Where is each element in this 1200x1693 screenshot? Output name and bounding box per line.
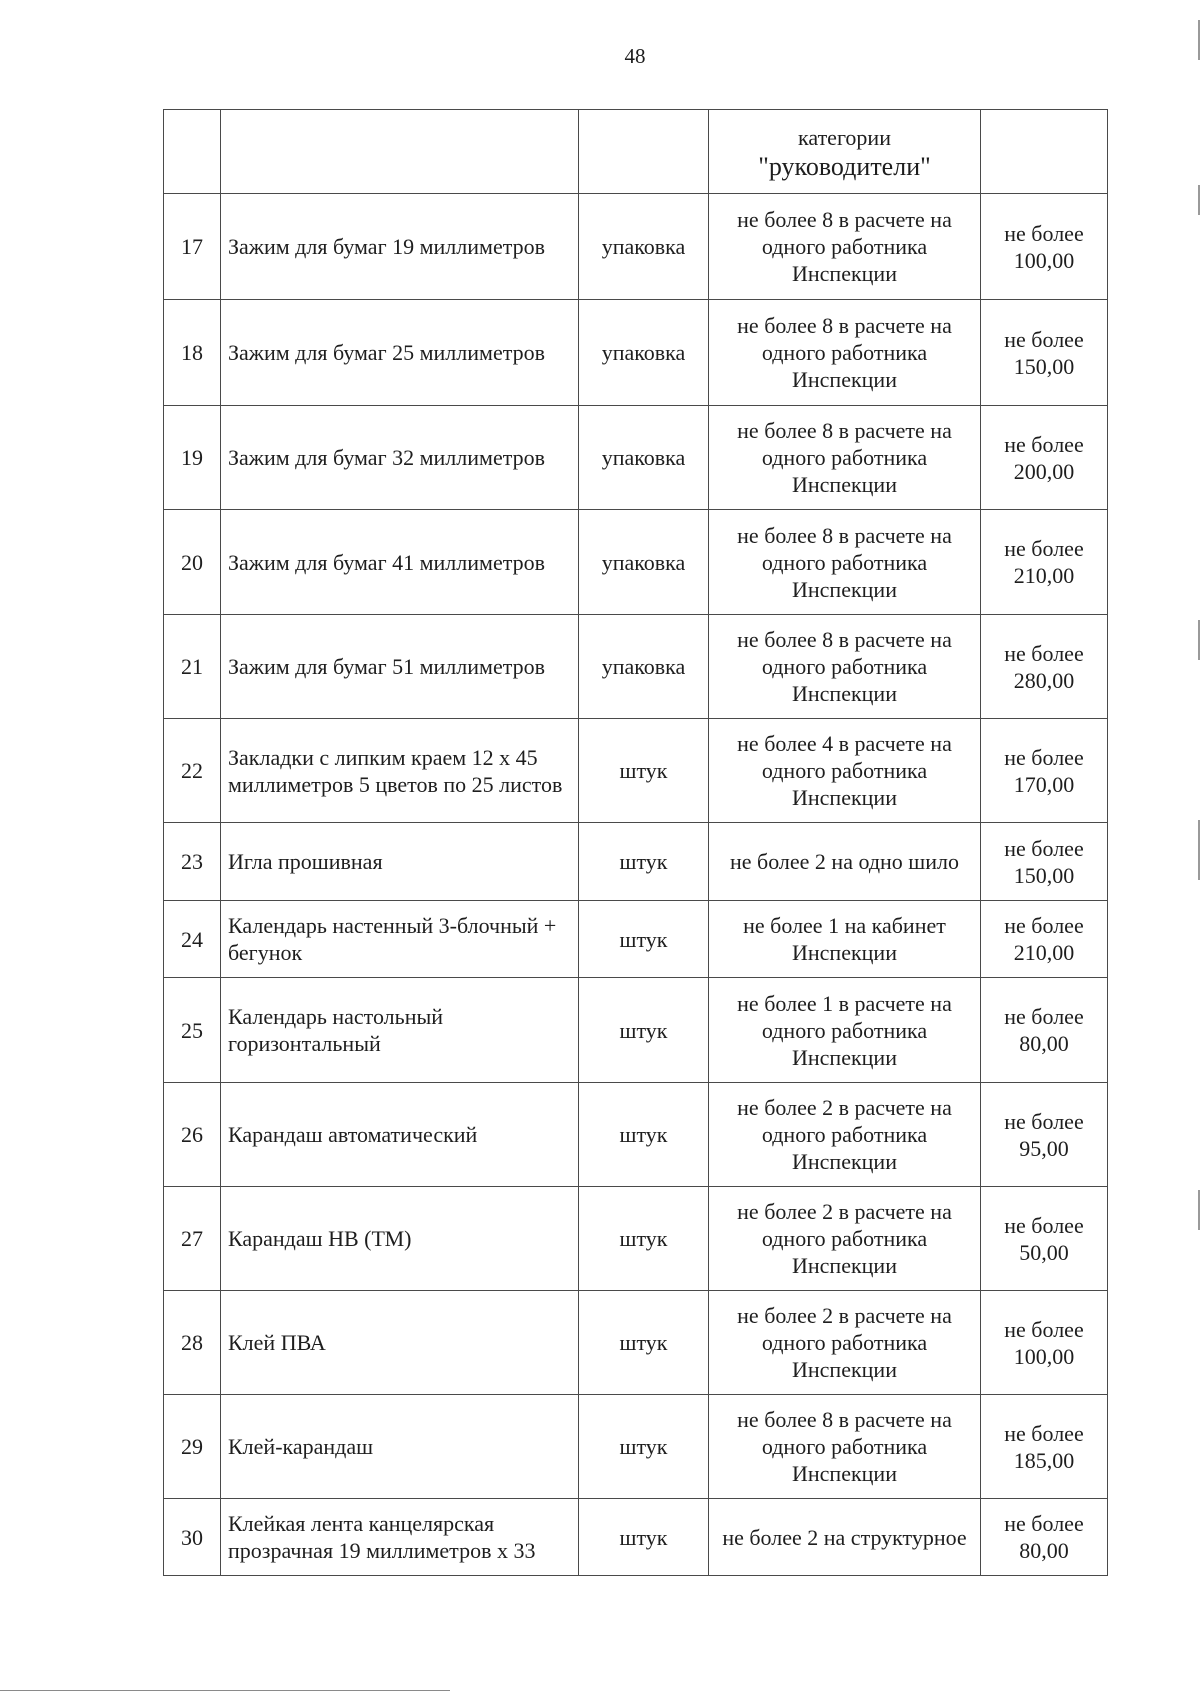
price-cell: не более 100,00 xyxy=(981,194,1108,300)
norm-cell: не более 2 на структурное xyxy=(709,1499,981,1576)
unit-cell: штук xyxy=(579,978,709,1083)
item-name-cell: Зажим для бумаг 51 миллиметров xyxy=(221,615,579,719)
price-cell: не более 200,00 xyxy=(981,406,1108,510)
item-name-cell: Зажим для бумаг 41 миллиметров xyxy=(221,510,579,615)
supplies-table xyxy=(163,109,1108,1576)
row-num-cell: 19 xyxy=(164,406,221,510)
item-name-cell: Календарь настенный 3-блочный + бегунок xyxy=(221,901,579,978)
item-name-cell: Зажим для бумаг 32 миллиметров xyxy=(221,406,579,510)
row-num-cell: 18 xyxy=(164,300,221,406)
price-cell: не более 185,00 xyxy=(981,1395,1108,1499)
header-cell-name xyxy=(221,110,579,194)
row-num-cell: 23 xyxy=(164,823,221,901)
table-row xyxy=(164,719,1108,823)
table-row xyxy=(164,1499,1108,1576)
norm-cell: не более 2 в расчете на одного работника Инспекции xyxy=(709,1187,981,1291)
norm-cell: не более 8 в расчете на одного работника Инспекции xyxy=(709,510,981,615)
row-num-cell: 30 xyxy=(164,1499,221,1576)
item-name-cell: Календарь настольный горизонтальный xyxy=(221,978,579,1083)
header-norm-line1: категории xyxy=(798,124,891,150)
row-num-cell: 28 xyxy=(164,1291,221,1395)
table-row xyxy=(164,510,1108,615)
header-cell-norm xyxy=(709,110,981,194)
table-row xyxy=(164,1395,1108,1499)
item-name-cell: Клейкая лента канцелярская прозрачная 19 миллиметров х 33 xyxy=(221,1499,579,1576)
table-row xyxy=(164,1187,1108,1291)
norm-cell: не более 8 в расчете на одного работника Инспекции xyxy=(709,1395,981,1499)
unit-cell: упаковка xyxy=(579,300,709,406)
unit-cell: упаковка xyxy=(579,510,709,615)
table-row xyxy=(164,194,1108,300)
price-cell: не более 170,00 xyxy=(981,719,1108,823)
price-cell: не более 210,00 xyxy=(981,510,1108,615)
norm-cell: не более 1 на кабинет Инспекции xyxy=(709,901,981,978)
unit-cell: штук xyxy=(579,823,709,901)
unit-cell: штук xyxy=(579,901,709,978)
row-num-cell: 26 xyxy=(164,1083,221,1187)
page-number: 48 xyxy=(624,44,646,68)
norm-cell: не более 2 в расчете на одного работника Инспекции xyxy=(709,1083,981,1187)
row-num-cell: 20 xyxy=(164,510,221,615)
row-num-cell: 17 xyxy=(164,194,221,300)
item-name-cell: Карандаш НВ (ТМ) xyxy=(221,1187,579,1291)
unit-cell: штук xyxy=(579,1083,709,1187)
table-body xyxy=(164,110,1108,1576)
header-cell-num xyxy=(164,110,221,194)
table-row xyxy=(164,615,1108,719)
table-row xyxy=(164,978,1108,1083)
item-name-cell: Зажим для бумаг 25 миллиметров xyxy=(221,300,579,406)
unit-cell: упаковка xyxy=(579,406,709,510)
header-row xyxy=(164,110,1108,194)
row-num-cell: 25 xyxy=(164,978,221,1083)
price-cell: не более 280,00 xyxy=(981,615,1108,719)
unit-cell: штук xyxy=(579,1499,709,1576)
unit-cell: штук xyxy=(579,1291,709,1395)
price-cell: не более 210,00 xyxy=(981,901,1108,978)
price-cell: не более 80,00 xyxy=(981,1499,1108,1576)
price-cell: не более 50,00 xyxy=(981,1187,1108,1291)
price-cell: не более 80,00 xyxy=(981,978,1108,1083)
row-num-cell: 21 xyxy=(164,615,221,719)
bottom-rule xyxy=(0,1690,450,1691)
item-name-cell: Игла прошивная xyxy=(221,823,579,901)
unit-cell: штук xyxy=(579,1187,709,1291)
header-cell-price xyxy=(981,110,1108,194)
norm-cell: не более 2 на одно шило xyxy=(709,823,981,901)
table-row xyxy=(164,901,1108,978)
unit-cell: штук xyxy=(579,719,709,823)
row-num-cell: 27 xyxy=(164,1187,221,1291)
item-name-cell: Клей ПВА xyxy=(221,1291,579,1395)
table-row xyxy=(164,1083,1108,1187)
table-row xyxy=(164,823,1108,901)
unit-cell: штук xyxy=(579,1395,709,1499)
item-name-cell: Карандаш автоматический xyxy=(221,1083,579,1187)
price-cell: не более 100,00 xyxy=(981,1291,1108,1395)
table-row xyxy=(164,1291,1108,1395)
table-row xyxy=(164,300,1108,406)
item-name-cell: Закладки с липким краем 12 х 45 миллиметров 5 цветов по 25 листов xyxy=(221,719,579,823)
norm-cell: не более 8 в расчете на одного работника Инспекции xyxy=(709,406,981,510)
row-num-cell: 22 xyxy=(164,719,221,823)
norm-cell: не более 1 в расчете на одного работника Инспекции xyxy=(709,978,981,1083)
price-cell: не более 150,00 xyxy=(981,300,1108,406)
price-cell: не более 95,00 xyxy=(981,1083,1108,1187)
header-norm-line2: "руководители" xyxy=(758,151,931,181)
norm-cell: не более 2 в расчете на одного работника Инспекции xyxy=(709,1291,981,1395)
norm-cell: не более 8 в расчете на одного работника Инспекции xyxy=(709,300,981,406)
norm-cell: не более 4 в расчете на одного работника Инспекции xyxy=(709,719,981,823)
item-name-cell: Зажим для бумаг 19 миллиметров xyxy=(221,194,579,300)
norm-cell: не более 8 в расчете на одного работника Инспекции xyxy=(709,615,981,719)
price-cell: не более 150,00 xyxy=(981,823,1108,901)
unit-cell: упаковка xyxy=(579,194,709,300)
table-row xyxy=(164,406,1108,510)
header-cell-unit xyxy=(579,110,709,194)
row-num-cell: 29 xyxy=(164,1395,221,1499)
item-name-cell: Клей-карандаш xyxy=(221,1395,579,1499)
unit-cell: упаковка xyxy=(579,615,709,719)
row-num-cell: 24 xyxy=(164,901,221,978)
norm-cell: не более 8 в расчете на одного работника Инспекции xyxy=(709,194,981,300)
